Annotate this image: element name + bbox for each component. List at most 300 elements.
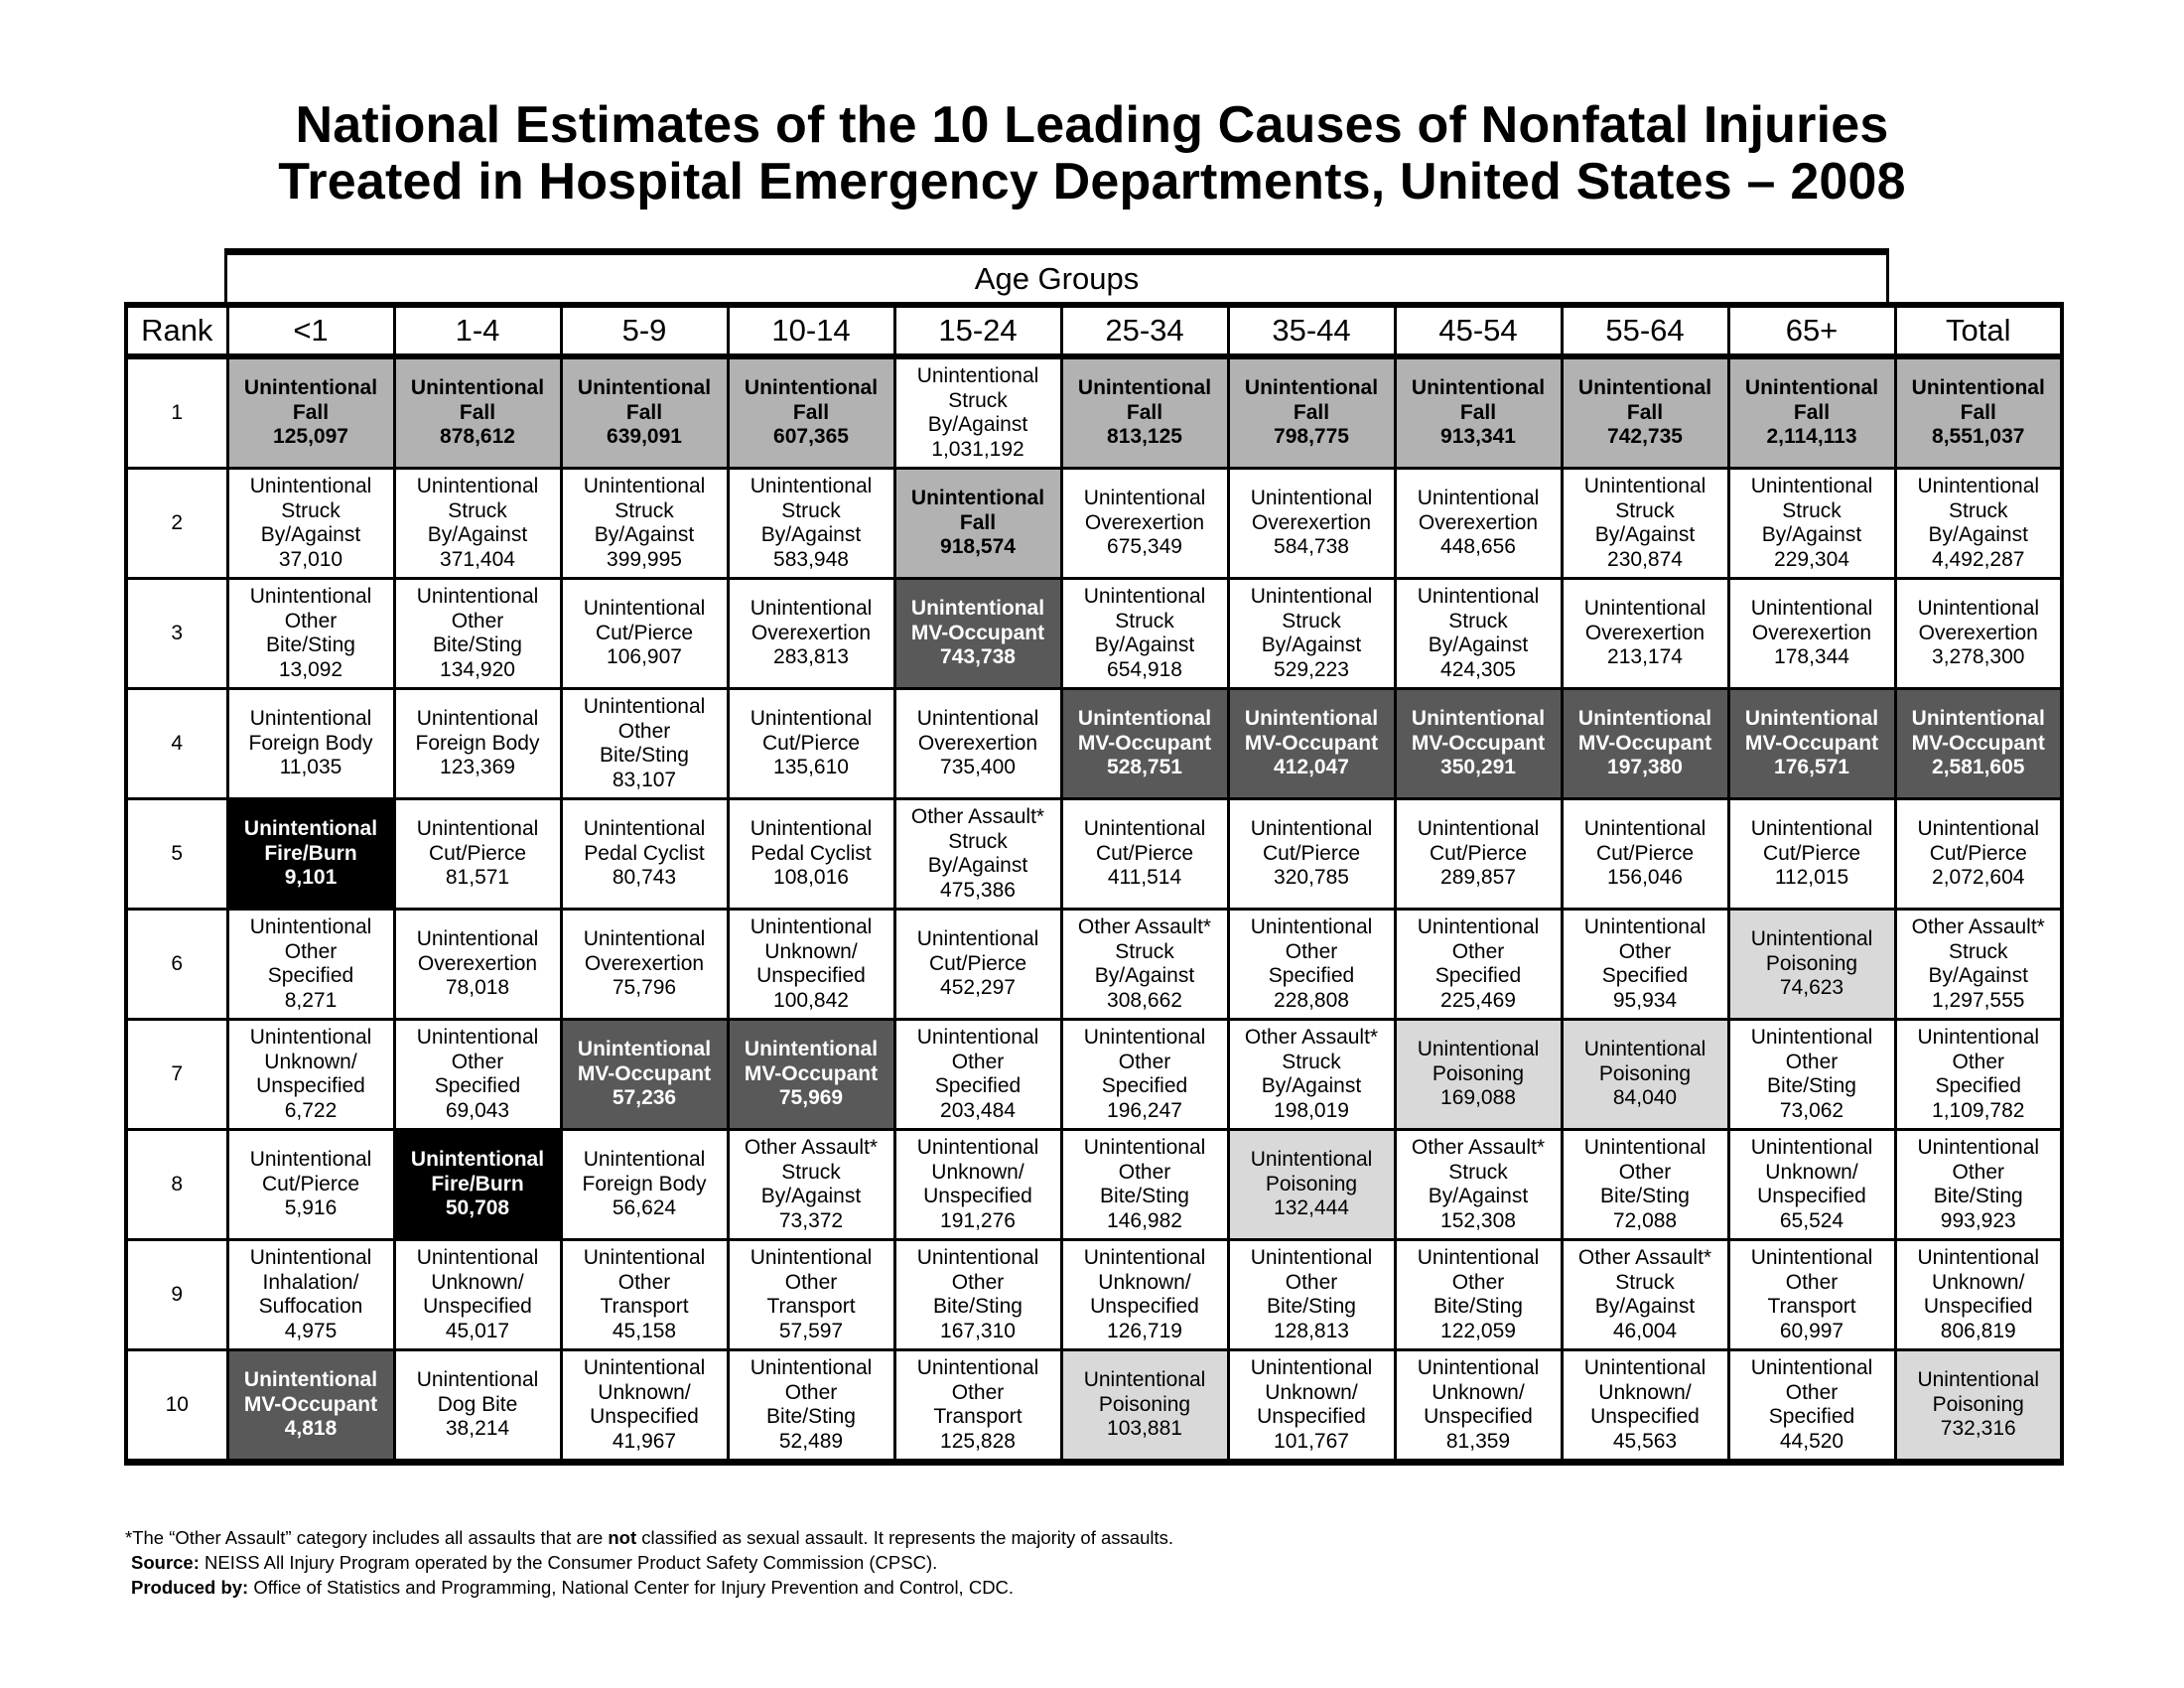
cause-cell (1562, 799, 1728, 910)
cause-cell (1895, 799, 2062, 910)
cell-cause-text: Unintentional (1083, 585, 1206, 608)
cell-cause-text: By/Against (1261, 633, 1362, 656)
column-header: 45-54 (1395, 305, 1562, 356)
column-header: Total (1895, 305, 2062, 356)
cell-count: 213,174 (1607, 645, 1683, 669)
cause-cell (1395, 469, 1562, 579)
cell-cause-text: Inhalation/ (262, 1270, 359, 1294)
cell-cause-text: Unintentional (1083, 487, 1206, 510)
cell-cause-text: By/Against (1261, 1074, 1362, 1097)
cell-cause-text: Unintentional (243, 376, 378, 400)
cell-count: 128,813 (1274, 1319, 1349, 1342)
cell-cause-text: Unintentional (1417, 1038, 1540, 1061)
cause-cell (1395, 689, 1562, 799)
cause-cell (728, 1240, 894, 1350)
cell-count: 735,400 (940, 756, 1016, 779)
cell-cause-text: Overexertion (417, 951, 538, 975)
cell-cause-text: Specified (434, 1074, 521, 1097)
cell-cause-text: Unintentional (1411, 707, 1546, 731)
cell-cause-text: Other (1118, 1160, 1171, 1184)
cell-cause-text: Other (951, 1380, 1005, 1404)
cell-count: 732,316 (1940, 1417, 2016, 1441)
cell-cause-text: By/Against (1761, 523, 1862, 546)
column-header: 55-64 (1562, 305, 1728, 356)
cell-cause-text: Other (1952, 1160, 2005, 1184)
table-row (126, 1350, 2062, 1463)
cell-count: 100,842 (773, 988, 849, 1012)
cell-cause-text: Other (284, 609, 338, 633)
cause-cell (1061, 469, 1228, 579)
table-row (126, 799, 2062, 910)
cell-count: 74,623 (1779, 976, 1844, 1000)
cell-cause-text: Struck (781, 498, 841, 522)
cell-cause-text: Cut/Pierce (595, 621, 694, 644)
cause-cell (561, 1020, 728, 1130)
cell-cause-text: MV-Occupant (1911, 731, 2045, 755)
cause-cell (728, 689, 894, 799)
cell-cause-text: Struck (1948, 939, 2008, 963)
cell-cause-text: By/Against (927, 854, 1028, 877)
cell-count: 1,109,782 (1932, 1098, 2025, 1122)
cell-cause-text: Bite/Sting (933, 1295, 1023, 1318)
rank-cell: 4 (126, 689, 227, 799)
cell-cause-text: Struck (1282, 609, 1341, 633)
cell-cause-text: Suffocation (258, 1295, 363, 1318)
cell-cause-text: Cut/Pierce (428, 841, 527, 865)
cell-cause-text: Unintentional (1750, 475, 1873, 497)
cause-cell (728, 1020, 894, 1130)
cell-count: 798,775 (1274, 425, 1349, 449)
cell-cause-text: MV-Occupant (1411, 731, 1546, 755)
cell-count: 528,751 (1107, 756, 1182, 779)
cell-count: 38,214 (445, 1417, 510, 1441)
cell-cause-text: Unintentional (750, 1356, 873, 1379)
produced-by-footnote (125, 1575, 1173, 1600)
cell-count: 44,520 (1779, 1429, 1844, 1453)
cell-count: 878,612 (440, 425, 515, 449)
cell-count: 83,107 (612, 768, 677, 791)
cell-cause-text: Dog Bite (437, 1392, 518, 1416)
rank-cell: 9 (126, 1240, 227, 1350)
cell-cause-text: Unintentional (249, 585, 372, 608)
cell-count: 103,881 (1107, 1417, 1182, 1441)
cause-cell (1061, 1130, 1228, 1240)
cause-cell (1395, 1130, 1562, 1240)
cell-cause-text: Unintentional (1417, 487, 1540, 510)
cell-cause-text: MV-Occupant (1577, 731, 1712, 755)
cell-cause-text: Other Assault* (1911, 915, 2045, 938)
cell-cause-text: Other (784, 1270, 838, 1294)
table-row (126, 910, 2062, 1020)
cause-cell (1395, 1240, 1562, 1350)
cell-cause-text: Unintentional (916, 1026, 1039, 1049)
cell-cause-text: By/Against (1928, 964, 2028, 987)
cell-count: 607,365 (773, 425, 849, 449)
rank-cell: 6 (126, 910, 227, 1020)
cause-cell (1895, 1350, 2062, 1463)
cell-cause-text: Other (1618, 939, 1672, 963)
cell-cause-text: Unintentional (1417, 817, 1540, 841)
title-line-2: Treated in Hospital Emergency Departments, United States – 2008 (278, 153, 1906, 211)
cell-cause-text: Specified (1601, 964, 1689, 987)
cause-cell (728, 579, 894, 689)
cause-cell (227, 579, 394, 689)
cell-cause-text: Unintentional (1917, 817, 2040, 841)
cell-count: 639,091 (607, 425, 682, 449)
cause-cell (561, 1130, 728, 1240)
cell-cause-text: Other (451, 609, 504, 633)
cause-cell (394, 1350, 561, 1463)
cell-cause-text: Foreign Body (582, 1172, 707, 1196)
cell-cause-text: Unintentional (1583, 1136, 1706, 1159)
cause-cell (227, 356, 394, 469)
cell-cause-text: Unintentional (916, 707, 1039, 731)
cell-count: 743,738 (940, 645, 1016, 669)
cell-count: 135,610 (773, 756, 849, 779)
cell-cause-text: Overexertion (1918, 621, 2038, 644)
cause-cell (1061, 910, 1228, 1020)
cell-count: 167,310 (940, 1319, 1016, 1342)
cell-cause-text: Unintentional (1083, 1368, 1206, 1392)
cause-cell (394, 1020, 561, 1130)
cause-cell (1895, 579, 2062, 689)
cell-cause-text: Unintentional (1077, 376, 1212, 400)
cell-cause-text: Unintentional (1250, 1148, 1373, 1172)
cause-cell (227, 469, 394, 579)
cell-count: 176,571 (1774, 756, 1849, 779)
cell-count: 125,828 (940, 1429, 1016, 1453)
cell-count: 452,297 (940, 976, 1016, 1000)
cell-count: 60,997 (1779, 1319, 1844, 1342)
cell-cause-text: Specified (1434, 964, 1522, 987)
cell-cause-text: Unknown/ (264, 1050, 357, 1073)
cell-cause-text: By/Against (260, 523, 361, 546)
cell-cause-text: Poisoning (1432, 1061, 1525, 1085)
cell-cause-text: Foreign Body (248, 731, 373, 755)
column-header: <1 (227, 305, 394, 356)
cell-count: 654,918 (1107, 657, 1182, 681)
cell-count: 198,019 (1274, 1098, 1349, 1122)
cause-cell (1228, 1130, 1395, 1240)
cause-cell (561, 579, 728, 689)
assault-footnote (125, 1525, 1173, 1550)
cell-cause-text: Bite/Sting (766, 1405, 856, 1428)
cell-cause-text: Unintentional (1417, 915, 1540, 938)
cell-cause-text: Unintentional (583, 695, 706, 718)
cell-count: 65,524 (1779, 1208, 1844, 1232)
cell-cause-text: By/Against (1094, 964, 1195, 987)
cell-cause-text: Unintentional (1083, 1026, 1206, 1049)
cell-count: 81,571 (445, 866, 510, 890)
cause-cell (1228, 910, 1395, 1020)
cell-cause-text: Transport (600, 1295, 689, 1318)
cell-cause-text: MV-Occupant (577, 1061, 712, 1085)
cell-cause-text: Unintentional (1750, 1026, 1873, 1049)
cell-count: 283,813 (773, 645, 849, 669)
cause-cell (227, 1350, 394, 1463)
cell-cause-text: Unintentional (744, 376, 879, 400)
cell-count: 52,489 (778, 1429, 844, 1453)
table-row (126, 469, 2062, 579)
cell-cause-text: Unintentional (1244, 376, 1379, 400)
cell-cause-text: Fall (625, 400, 663, 424)
cell-cause-text: Transport (1767, 1295, 1856, 1318)
table-row (126, 689, 2062, 799)
cause-cell (1562, 1020, 1728, 1130)
cell-cause-text: Unintentional (243, 817, 378, 841)
cause-cell (1562, 469, 1728, 579)
cell-cause-text: Unintentional (1917, 1026, 2040, 1049)
cell-count: 45,158 (612, 1319, 677, 1342)
cell-cause-text: Unintentional (583, 1148, 706, 1172)
cell-count: 529,223 (1274, 657, 1349, 681)
cell-cause-text: Other (1285, 939, 1338, 963)
cell-count: 56,624 (612, 1196, 677, 1220)
header-row (126, 305, 2062, 356)
cell-cause-text: Unknown/ (1432, 1380, 1525, 1404)
cell-cause-text: Struck (1782, 498, 1842, 522)
cell-cause-text: Pedal Cyclist (584, 841, 705, 865)
cell-cause-text: Other (1952, 1050, 2005, 1073)
cause-cell (394, 799, 561, 910)
cell-cause-text: Cut/Pierce (1595, 841, 1695, 865)
cause-cell (561, 1350, 728, 1463)
cell-count: 448,656 (1440, 535, 1516, 559)
rank-header: Rank (126, 305, 227, 356)
cell-cause-text: Struck (1615, 498, 1675, 522)
cell-cause-text: By/Against (1594, 1295, 1696, 1318)
cell-cause-text: Other Assault* (1577, 1246, 1712, 1269)
cause-cell (894, 1130, 1061, 1240)
cause-cell (894, 689, 1061, 799)
cell-cause-text: Unknown/ (431, 1270, 524, 1294)
cell-cause-text: Unintentional (1077, 707, 1212, 731)
cell-cause-text: Unintentional (916, 1136, 1039, 1159)
cell-cause-text: Unintentional (910, 487, 1045, 510)
cell-count: 45,017 (445, 1319, 510, 1342)
cell-cause-text: Specified (1101, 1074, 1188, 1097)
cell-cause-text: By/Against (1428, 1185, 1529, 1207)
cell-cause-text: Unintentional (744, 1038, 879, 1061)
cell-cause-text: Struck (1282, 1050, 1341, 1073)
cause-cell (1061, 799, 1228, 910)
cell-cause-text: Other (1785, 1050, 1839, 1073)
cause-cell (728, 799, 894, 910)
cell-cause-text: Cut/Pierce (1429, 841, 1528, 865)
cell-cause-text: Other Assault* (1244, 1026, 1379, 1049)
column-header: 1-4 (394, 305, 561, 356)
cell-count: 69,043 (445, 1098, 510, 1122)
cause-cell (561, 689, 728, 799)
cause-cell (1395, 799, 1562, 910)
cell-cause-text: Bite/Sting (1933, 1185, 2023, 1207)
cell-count: 1,031,192 (931, 437, 1024, 461)
cause-cell (1728, 1350, 1895, 1463)
cell-cause-text: Overexertion (917, 731, 1038, 755)
cell-count: 106,907 (607, 645, 682, 669)
table-row (126, 1020, 2062, 1130)
cause-cell (1395, 1350, 1562, 1463)
cell-count: 993,923 (1940, 1208, 2016, 1232)
cell-count: 11,035 (279, 756, 342, 779)
cell-cause-text: Cut/Pierce (928, 951, 1027, 975)
cell-cause-text: Unintentional (583, 1246, 706, 1269)
cell-cause-text: Other Assault* (1411, 1136, 1546, 1159)
rank-cell: 1 (126, 356, 227, 469)
rank-cell: 3 (126, 579, 227, 689)
cell-cause-text: Fall (1960, 400, 1996, 424)
cause-cell (1562, 1350, 1728, 1463)
cell-cause-text: Poisoning (1765, 951, 1858, 975)
cell-count: 156,046 (1607, 866, 1683, 890)
cell-cause-text: Unknown/ (1265, 1380, 1358, 1404)
cell-cause-text: Unintentional (583, 1356, 706, 1379)
cause-cell (1895, 1130, 2062, 1240)
cause-cell (394, 1240, 561, 1350)
cell-cause-text: Overexertion (1251, 510, 1372, 534)
cause-cell (1061, 1350, 1228, 1463)
cell-count: 5,916 (284, 1196, 338, 1220)
cell-count: 178,344 (1774, 645, 1849, 669)
cell-count: 411,514 (1107, 866, 1182, 890)
cause-cell (227, 1130, 394, 1240)
cell-cause-text: Unintentional (1583, 1038, 1706, 1061)
cell-cause-text: Unintentional (1250, 1246, 1373, 1269)
cause-cell (1728, 1130, 1895, 1240)
rank-cell: 5 (126, 799, 227, 910)
cell-cause-text: Unintentional (416, 707, 539, 731)
cell-cause-text: Unintentional (1583, 597, 1706, 621)
cell-cause-text: Unintentional (1250, 817, 1373, 841)
cell-cause-text: Unintentional (249, 915, 372, 938)
cause-cell (728, 469, 894, 579)
cause-cell (1895, 910, 2062, 1020)
cell-cause-text: Unspecified (1090, 1295, 1199, 1318)
cell-cause-text: Unknown/ (598, 1380, 691, 1404)
cell-cause-text: Other (1451, 1270, 1505, 1294)
cell-count: 918,574 (940, 535, 1016, 559)
cell-cause-text: Unintentional (410, 376, 545, 400)
cause-cell (894, 356, 1061, 469)
cell-cause-text: Unintentional (916, 1246, 1039, 1269)
cause-cell (1728, 469, 1895, 579)
cell-cause-text: By/Against (427, 523, 528, 546)
cell-cause-text: Unintentional (416, 1246, 539, 1269)
cause-cell (1728, 910, 1895, 1020)
cause-cell (1728, 1240, 1895, 1350)
cell-count: 197,380 (1607, 756, 1683, 779)
cause-cell (894, 469, 1061, 579)
column-header: 35-44 (1228, 305, 1395, 356)
cause-cell (1228, 689, 1395, 799)
cell-count: 41,967 (612, 1429, 677, 1453)
cell-cause-text: Unintentional (1411, 376, 1546, 400)
cell-cause-text: Overexertion (1584, 621, 1706, 644)
cell-cause-text: Other (1618, 1160, 1672, 1184)
cell-count: 3,278,300 (1932, 645, 2025, 669)
cell-count: 8,551,037 (1932, 425, 2025, 449)
cause-cell (894, 1350, 1061, 1463)
cell-cause-text: Unintentional (583, 817, 706, 841)
cause-cell (561, 469, 728, 579)
cell-cause-text: Unspecified (1257, 1405, 1366, 1428)
cause-cell (1228, 356, 1395, 469)
cell-cause-text: Fall (1793, 400, 1831, 424)
cell-count: 6,722 (284, 1098, 338, 1122)
cell-cause-text: Unintentional (1917, 1136, 2040, 1159)
cell-count: 72,088 (1612, 1208, 1678, 1232)
cell-cause-text: Bite/Sting (1767, 1074, 1856, 1097)
cell-cause-text: Fall (1293, 400, 1330, 424)
cell-cause-text: Unintentional (249, 707, 372, 731)
cause-cell (1728, 1020, 1895, 1130)
cell-cause-text: Unintentional (1750, 1136, 1873, 1159)
cell-cause-text: Struck (1615, 1270, 1675, 1294)
cell-cause-text: Unknown/ (764, 939, 858, 963)
cell-cause-text: Other (451, 1050, 504, 1073)
cell-cause-text: Unintentional (577, 1038, 712, 1061)
cell-count: 78,018 (445, 976, 510, 1000)
cell-cause-text: Bite/Sting (266, 633, 355, 656)
cell-cause-text: Unspecified (256, 1074, 365, 1097)
cell-count: 101,767 (1274, 1429, 1349, 1453)
cell-cause-text: Unintentional (1250, 585, 1373, 608)
cell-cause-text: Unintentional (1417, 1246, 1540, 1269)
produced-by-label: Produced by: (131, 1577, 249, 1598)
cell-cause-text: Unintentional (1583, 1356, 1706, 1379)
cause-cell (1728, 799, 1895, 910)
cell-cause-text: Unknown/ (1765, 1160, 1858, 1184)
cell-cause-text: Unspecified (1424, 1405, 1533, 1428)
assault-note-text: *The “Other Assault” category includes all assaults that are (125, 1527, 609, 1548)
cell-count: 123,369 (440, 756, 515, 779)
cell-cause-text: Other (1785, 1380, 1839, 1404)
rank-cell: 10 (126, 1350, 227, 1463)
assault-note-text-end: classified as sexual assault. It represents the majority of assaults. (636, 1527, 1173, 1548)
cell-cause-text: Poisoning (1098, 1392, 1191, 1416)
cause-cell (227, 1240, 394, 1350)
cell-cause-text: Bite/Sting (433, 633, 522, 656)
cell-cause-text: Unintentional (1083, 1246, 1206, 1269)
cell-cause-text: Unintentional (249, 1148, 372, 1172)
cell-cause-text: By/Against (1594, 523, 1696, 546)
cause-cell (227, 799, 394, 910)
cause-cell (1061, 1240, 1228, 1350)
cell-cause-text: Fall (1459, 400, 1497, 424)
rank-cell: 8 (126, 1130, 227, 1240)
cell-cause-text: MV-Occupant (1744, 731, 1879, 755)
cell-cause-text: Unintentional (410, 1148, 545, 1172)
cell-cause-text: Fall (292, 400, 330, 424)
cell-cause-text: Struck (948, 829, 1008, 853)
cell-cause-text: MV-Occupant (1077, 731, 1212, 755)
cell-cause-text: Cut/Pierce (1929, 841, 2027, 865)
cell-cause-text: Fire/Burn (264, 841, 357, 865)
cell-cause-text: Unspecified (923, 1185, 1032, 1207)
cell-cause-text: Fall (792, 400, 830, 424)
cell-cause-text: Unintentional (583, 475, 706, 497)
cell-cause-text: Specified (267, 964, 354, 987)
cause-cell (394, 910, 561, 1020)
cell-cause-text: Unintentional (1911, 376, 2045, 400)
cell-cause-text: Unintentional (1750, 1246, 1873, 1269)
age-groups-header: Age Groups (224, 248, 1889, 303)
produced-by-text: Office of Statistics and Programming, National Center for Injury Prevention and Control, CDC. (248, 1577, 1015, 1598)
cause-cell (1228, 799, 1395, 910)
cell-cause-text: Other Assault* (910, 805, 1045, 828)
cell-cause-text: Unintentional (750, 915, 873, 938)
cell-cause-text: MV-Occupant (243, 1392, 378, 1416)
